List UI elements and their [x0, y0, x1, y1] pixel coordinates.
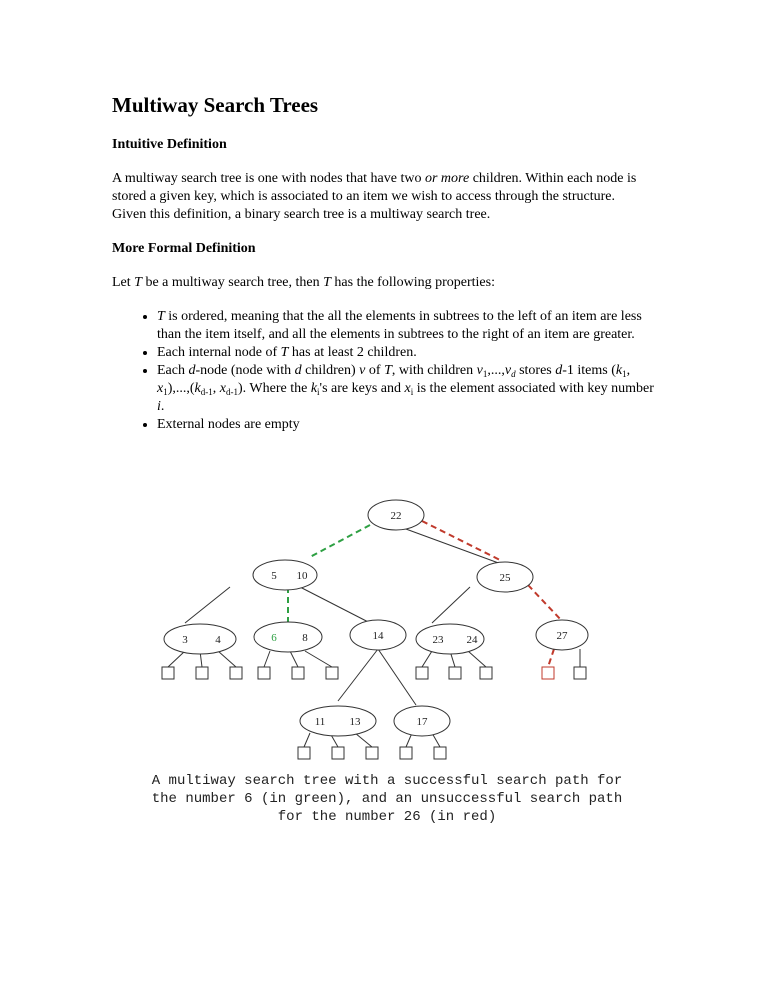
leaf-node	[574, 667, 586, 679]
node-i-key: 17	[416, 716, 428, 728]
node-g-key: 27	[556, 630, 568, 642]
node-f-key-2: 24	[466, 634, 478, 646]
leaf-node	[196, 667, 208, 679]
failed-search-leaf	[542, 667, 554, 679]
formal-intro: Let T be a multiway search tree, then T has the following properties:	[112, 275, 495, 290]
properties-list	[112, 308, 660, 434]
list-item: • Each d-node (node with d children) v of T, with children $v_1,...,v_d$ stores d-1 items ($k_1$, $x_1),...,(k_{d-1}$, $x_{d-1}$). Where the $k_i's$ are keys and $x_i$ is the element associated with key number i.	[157, 362, 660, 416]
section-heading-intuitive: Intuitive Definition	[112, 137, 227, 152]
node-b-key: 25	[499, 572, 511, 584]
list-item: • T is ordered, meaning that the all the elements in subtrees to the left of an item are less than the item itself, and all the elements in subtrees to the right of an item are greater.	[157, 308, 660, 344]
tree-nodes	[164, 500, 588, 736]
intuitive-paragraph-2: Given this definition, a binary search tree is a multiway search tree.	[112, 207, 491, 222]
list-item: • Each internal node of T has at least 2 children.	[157, 344, 660, 362]
edge-b-f	[432, 587, 470, 623]
node-h	[300, 706, 376, 736]
leaf-node	[258, 667, 270, 679]
leaf-node	[292, 667, 304, 679]
intuitive-paragraph: A multiway search tree is one with nodes that have two or more children. Within each node is stored a given key, which is associated to an item we wish to access through the structure.	[112, 171, 637, 204]
external-nodes	[162, 667, 586, 759]
section-heading-formal: More Formal Definition	[112, 241, 256, 256]
leaf-node	[434, 747, 446, 759]
node-f-key-1: 23	[432, 634, 444, 646]
list-item: • External nodes are empty	[157, 416, 660, 434]
node-d-key-2: 8	[302, 632, 308, 644]
figure-caption: A multiway search tree with a successful search path for the number 6 (in green), and an unsuccessful search path for the number 26 (in red)	[151, 773, 623, 825]
leaf-node	[400, 747, 412, 759]
node-a-key-2: 10	[296, 570, 308, 582]
node-e-key: 14	[372, 630, 384, 642]
fail-edge-g-leaf	[548, 649, 554, 667]
fail-edge-b-g	[528, 585, 562, 621]
node-h-key-1: 11	[314, 716, 326, 728]
node-d	[254, 622, 322, 652]
tree-figure	[150, 495, 600, 765]
leaf-node	[449, 667, 461, 679]
node-a-key-1: 5	[271, 570, 277, 582]
document-body	[112, 92, 660, 434]
edge-e-h	[338, 649, 378, 701]
leaf-node	[230, 667, 242, 679]
leaf-node	[416, 667, 428, 679]
edge-a-c	[185, 587, 230, 623]
node-c-key-2: 4	[215, 634, 221, 646]
leaf-node	[162, 667, 174, 679]
success-edge-root-a	[310, 525, 370, 557]
edge-e-i	[378, 649, 416, 705]
leaf-node	[366, 747, 378, 759]
leaf-node	[332, 747, 344, 759]
node-d-key-1: 6	[271, 632, 277, 644]
fail-edge-root-b	[422, 521, 502, 561]
edge-root-b	[395, 525, 504, 565]
node-c-key-1: 3	[182, 634, 188, 646]
leaf-node	[298, 747, 310, 759]
leaf-node	[326, 667, 338, 679]
leaf-node	[480, 667, 492, 679]
node-c	[164, 624, 236, 654]
page-title: Multiway Search Trees	[112, 93, 319, 117]
node-h-key-2: 13	[349, 716, 361, 728]
node-root-key: 22	[390, 510, 402, 522]
